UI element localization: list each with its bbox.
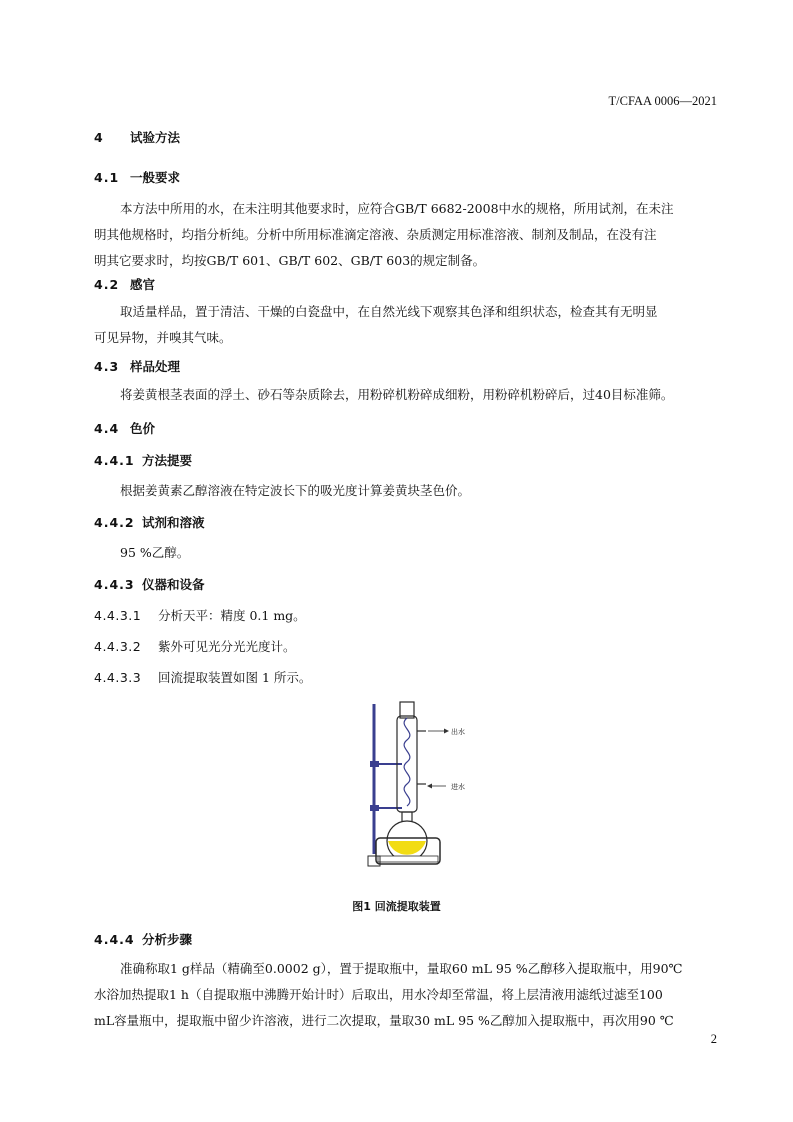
item-4-4-3-1 xyxy=(94,606,306,624)
paragraph-4-3 xyxy=(94,382,718,408)
heading-title: 方法提要 xyxy=(142,453,193,468)
item-text: 分析天平：精度 0.1 mg。 xyxy=(158,608,306,623)
item-4-4-3-3 xyxy=(94,668,311,686)
heading-4-2 xyxy=(94,275,155,293)
heading-number: 4.4.2 xyxy=(94,515,135,530)
item-4-4-3-2 xyxy=(94,637,296,655)
heading-4-3 xyxy=(94,357,180,375)
item-number: 4.4.3.3 xyxy=(94,670,142,685)
page-number: 2 xyxy=(710,1032,717,1046)
heading-4-4-3 xyxy=(94,575,205,593)
water-inlet-label: 进水 xyxy=(451,783,465,791)
heading-4-4 xyxy=(94,419,155,437)
text-line: 95 %乙醇。 xyxy=(120,545,190,560)
figure-caption: 图1 回流提取装置 xyxy=(352,900,441,913)
heading-number: 4.2 xyxy=(94,277,120,292)
text-line: 根据姜黄素乙醇溶液在特定波长下的吸光度计算姜黄块茎色价。 xyxy=(120,483,471,498)
heading-4-1 xyxy=(94,168,180,186)
reflux-apparatus-diagram xyxy=(350,696,500,876)
heading-title: 试剂和溶液 xyxy=(142,515,205,530)
heading-title: 感官 xyxy=(130,277,156,292)
paragraph-4-2 xyxy=(94,299,718,351)
heading-4-4-1 xyxy=(94,451,192,469)
item-text: 回流提取装置如图 1 所示。 xyxy=(158,670,312,685)
paragraph-4-1 xyxy=(94,196,718,274)
item-number: 4.4.3.2 xyxy=(94,639,142,654)
heading-number: 4.4.3 xyxy=(94,577,135,592)
heading-number: 4.4.4 xyxy=(94,932,135,947)
text-line: mL容量瓶中，提取瓶中留少许溶液，进行二次提取，量取30 mL 95 %乙醇加入提取瓶中，再次用90 ℃ xyxy=(94,1013,674,1028)
heading-4-4-4 xyxy=(94,930,192,948)
heading-4-4-2 xyxy=(94,513,205,531)
item-number: 4.4.3.1 xyxy=(94,608,142,623)
paragraph-4-4-2 xyxy=(94,540,718,566)
text-line: 将姜黄根茎表面的浮土、砂石等杂质除去，用粉碎机粉碎成细粉，用粉碎机粉碎后，过40目标准筛。 xyxy=(120,387,674,402)
item-text: 紫外可见光分光光度计。 xyxy=(158,639,296,654)
paragraph-4-4-1 xyxy=(94,478,718,504)
water-outlet-label: 出水 xyxy=(451,728,465,736)
paragraph-4-4-4 xyxy=(94,956,718,1034)
heading-title: 仪器和设备 xyxy=(142,577,205,592)
text-line: 明其它要求时，均按GB/T 601、GB/T 602、GB/T 603的规定制备。 xyxy=(94,253,486,268)
heading-title: 一般要求 xyxy=(130,170,181,185)
outlet-arrow xyxy=(444,729,449,734)
text-line: 准确称取1 g样品（精确至0.0002 g），置于提取瓶中，量取60 mL 95 %乙醇移入提取瓶中，用90℃ xyxy=(120,961,683,976)
heading-4 xyxy=(94,128,180,146)
doc-code: T/CFAA 0006—2021 xyxy=(608,94,717,108)
inlet-arrow xyxy=(427,784,432,789)
text-line: 本方法中所用的水，在未注明其他要求时，应符合GB/T 6682-2008中水的规格，所用试剂，在未注 xyxy=(120,201,674,216)
heading-number: 4.3 xyxy=(94,359,120,374)
heading-number: 4.4.1 xyxy=(94,453,135,468)
heading-number: 4.4 xyxy=(94,421,120,436)
heading-title: 色价 xyxy=(130,421,156,436)
text-line: 取适量样品，置于清洁、干燥的白瓷盘中，在自然光线下观察其色泽和组织状态，检查其有无明显 xyxy=(120,304,658,319)
condenser-coil xyxy=(404,718,410,806)
heading-number: 4.1 xyxy=(94,170,120,185)
text-line: 水浴加热提取1 h（自提取瓶中沸腾开始计时）后取出，用水冷却至常温，将上层清液用滤纸过滤至100 xyxy=(94,987,663,1002)
reflux-apparatus-figure xyxy=(350,696,500,876)
heading-title: 样品处理 xyxy=(130,359,181,374)
heading-number: 4 xyxy=(94,130,104,145)
text-line: 明其他规格时，均指分析纯。分析中所用标准滴定溶液、杂质测定用标准溶液、制剂及制品，在没有注 xyxy=(94,227,657,242)
heading-title: 试验方法 xyxy=(130,130,181,145)
heading-title: 分析步骤 xyxy=(142,932,193,947)
text-line: 可见异物，并嗅其气味。 xyxy=(94,330,232,345)
